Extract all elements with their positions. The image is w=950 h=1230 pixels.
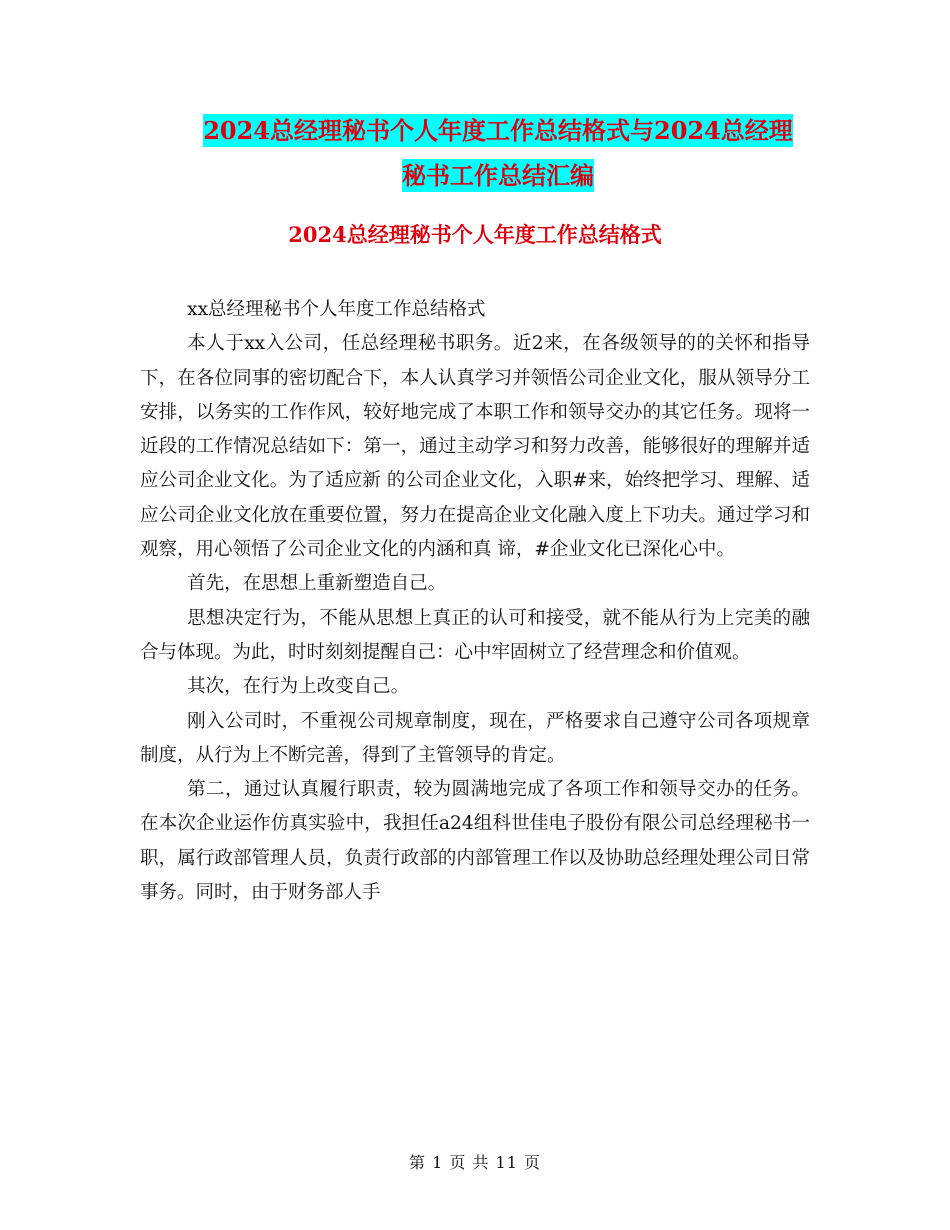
paragraph: 其次，在行为上改变自己。 (187, 676, 410, 698)
section-title: 2024总经理秘书个人年度工作总结格式 (288, 222, 662, 247)
document-title (140, 108, 856, 198)
page-number-footer: 第 1 页 共 11 页 (409, 1153, 541, 1172)
paragraph: 本人于xx入公司，任总经理秘书职务。近2来，在各级领导的的关怀和指导下，在各位同事的密切配合下，本人认真学习并领悟公司企业文化，服从领导分工安排，以务实的工作作风，较好地完成了本职工作和领导交办的其它任务。现将一近段的工作情况总结如下：第一，通过主动学习和努力改善，能够很好的理解并适应公司企业文化。为了适应新 的公司企业文化，入职#来，始终把学习、理解、适应公司企业文化放在重要位置，努力在提高企业文化融入度上下功夫。通过学习和观察，用心领悟了公司企业文化的内涵和真 谛，#企业文化已深化心中。 (140, 333, 810, 561)
paragraph: 第二，通过认真履行职责，较为圆满地完成了各项工作和领导交办的任务。在本次企业运作仿真实验中，我担任a24组科世佳电子股份有限公司总经理秘书一职，属行政部管理人员，负责行政部的内部管理工作以及协助总经理处理公司日常事务。同时，由于财务部人手 (140, 779, 810, 904)
paragraph: 首先，在思想上重新塑造自己。 (187, 573, 447, 595)
paragraph: 刚入公司时，不重视公司规章制度，现在，严格要求自己遵守公司各项规章制度，从行为上不断完善，得到了主管领导的肯定。 (140, 710, 810, 766)
document-title-line-2: 秘书工作总结汇编 (402, 161, 594, 190)
document-body (140, 293, 810, 910)
document-title-line-1: 2024总经理秘书个人年度工作总结格式与2024总经理 (203, 116, 793, 145)
paragraph: xx总经理秘书个人年度工作总结格式 (187, 299, 486, 320)
paragraph: 思想决定行为，不能从思想上真正的认可和接受，就不能从行为上完美的融合与体现。为此，时时刻刻提醒自己：心中牢固树立了经营理念和价值观。 (140, 607, 810, 663)
